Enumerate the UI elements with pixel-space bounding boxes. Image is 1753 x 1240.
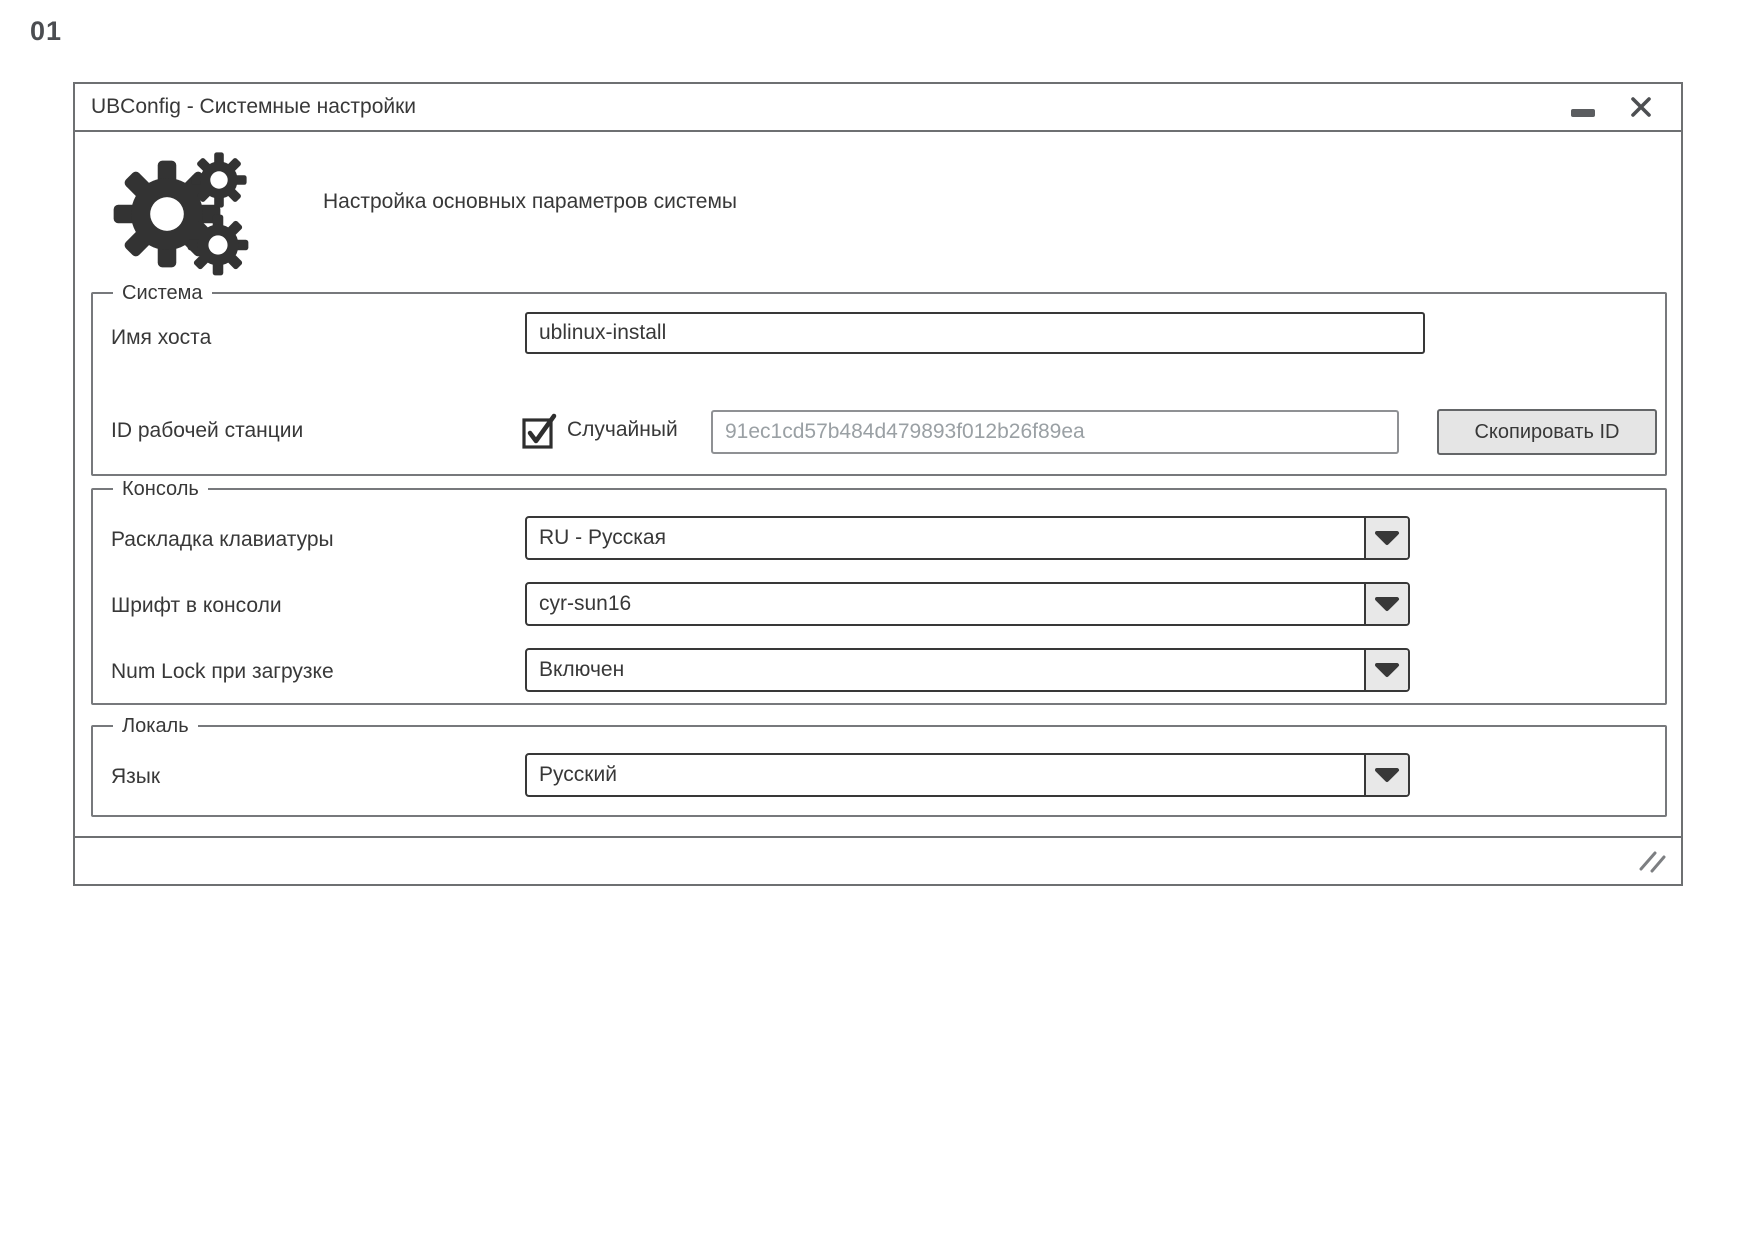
slide-number: 01 [30,16,63,46]
numlock-label: Num Lock при загрузке [111,660,334,683]
numlock-dropdown-button[interactable] [1364,650,1408,690]
chevron-down-icon [1373,529,1401,547]
group-system [91,282,1667,476]
ubconfig-window [73,82,1683,886]
group-console [91,478,1667,705]
language-dropdown-button[interactable] [1364,755,1408,795]
language-select[interactable] [525,753,1410,797]
console-font-select[interactable] [525,582,1410,626]
keyboard-layout-label: Раскладка клавиатуры [111,528,334,551]
close-button[interactable] [1623,89,1659,125]
group-locale-legend: Локаль [113,713,198,739]
hostname-input[interactable] [525,312,1425,354]
copy-id-button[interactable]: Скопировать ID [1437,409,1657,455]
window-title: UBConfig - Системные настройки [91,95,417,118]
chevron-down-icon [1373,661,1401,679]
language-label: Язык [111,765,161,788]
language-value: Русский [539,763,617,786]
group-system-legend: Система [113,280,212,306]
title-bar[interactable] [75,84,1681,132]
group-locale [91,715,1667,817]
minimize-icon [1571,109,1595,117]
group-console-legend: Консоль [113,476,208,502]
gears-icon [113,148,253,276]
checkbox-checked-icon [519,410,559,450]
close-icon [1628,94,1654,120]
chevron-down-icon [1373,766,1401,784]
window-controls [1565,89,1659,125]
console-font-label: Шрифт в консоли [111,594,282,617]
random-id-checkbox-label: Случайный [567,418,678,441]
minimize-button[interactable] [1565,89,1601,125]
resize-grip-icon[interactable] [1635,847,1669,875]
keyboard-layout-dropdown-button[interactable] [1364,518,1408,558]
keyboard-layout-select[interactable] [525,516,1410,560]
hostname-label: Имя хоста [111,326,212,349]
keyboard-layout-value: RU - Русская [539,526,666,549]
station-id-label: ID рабочей станции [111,419,304,442]
window-content [75,132,1681,836]
random-id-checkbox[interactable] [519,406,678,454]
numlock-value: Включен [539,658,625,681]
numlock-select[interactable] [525,648,1410,692]
status-bar [75,836,1681,884]
console-font-value: cyr-sun16 [539,592,632,615]
station-id-input [711,410,1399,454]
chevron-down-icon [1373,595,1401,613]
header-description: Настройка основных параметров системы [323,190,737,213]
console-font-dropdown-button[interactable] [1364,584,1408,624]
